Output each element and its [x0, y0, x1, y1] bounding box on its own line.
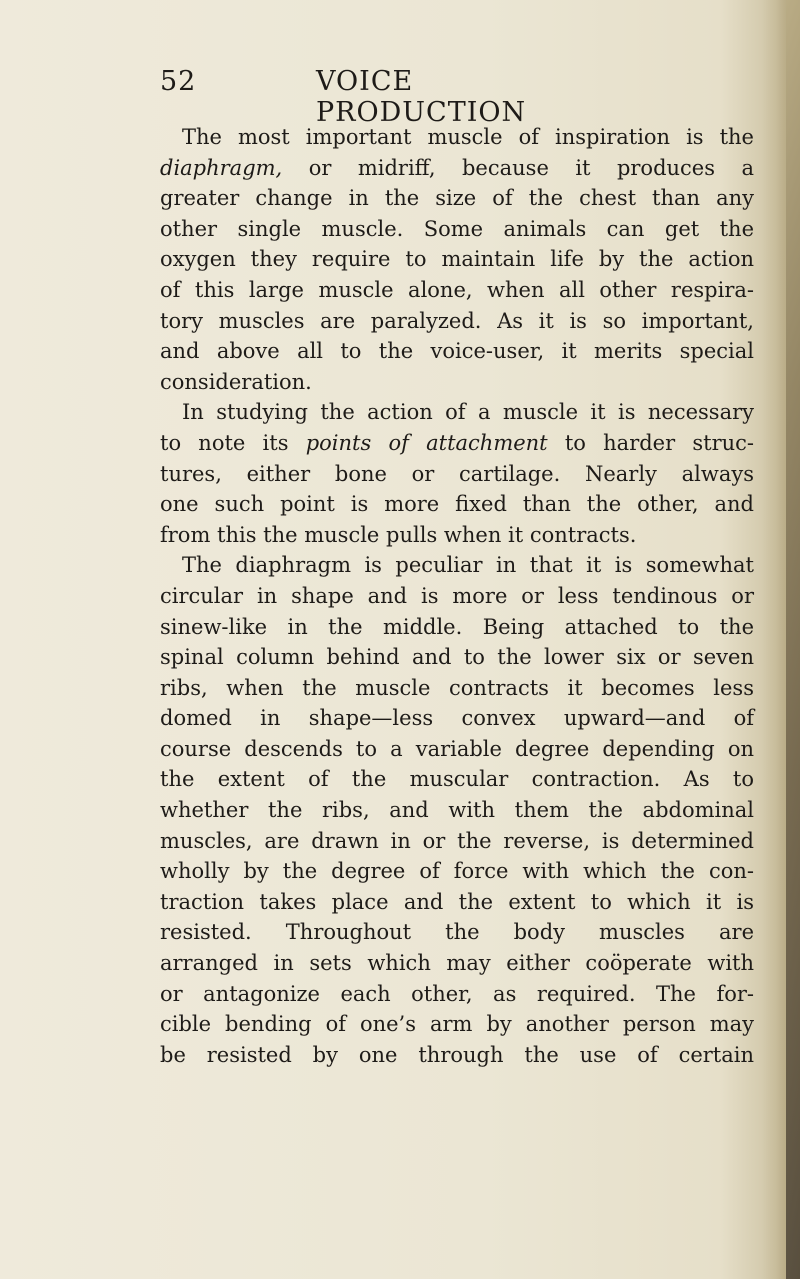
text-segment: circular in shape and is more or less tendinous or	[160, 583, 754, 608]
text-line	[160, 153, 754, 184]
text-line	[160, 397, 754, 428]
text-segment: resisted. Throughout the body muscles are	[160, 920, 754, 945]
text-segment: traction takes place and the extent to which it is	[160, 889, 754, 914]
text-line	[160, 979, 754, 1010]
text-segment: one such point is more fixed than the other, and	[160, 492, 754, 517]
text-line	[160, 244, 754, 275]
text-segment: muscles, are drawn in or the reverse, is determined	[160, 828, 754, 853]
text-segment: to harder struc-	[547, 430, 754, 455]
italic-text: diaphragm,	[160, 155, 283, 180]
text-segment: sinew-like in the middle. Being attached to the	[160, 614, 754, 639]
text-segment: to note its	[160, 430, 306, 455]
text-line	[160, 826, 754, 857]
text-line	[160, 489, 754, 520]
text-line	[160, 306, 754, 337]
text-line	[160, 673, 754, 704]
text-line	[160, 520, 754, 551]
text-line	[160, 275, 754, 306]
text-segment: domed in shape—less convex upward—and of	[160, 706, 754, 731]
text-segment: spinal column behind and to the lower six or seven	[160, 645, 754, 670]
text-line	[160, 459, 754, 490]
text-line	[160, 642, 754, 673]
text-line	[160, 1040, 754, 1071]
text-line	[160, 550, 754, 581]
page-edge-shadow	[762, 0, 786, 1279]
text-line	[160, 703, 754, 734]
text-line	[160, 917, 754, 948]
body-text	[160, 122, 754, 1070]
text-segment: or midriff, because it produces a	[282, 155, 754, 180]
text-line	[160, 856, 754, 887]
text-line	[160, 428, 754, 459]
text-segment: and above all to the voice-user, it merits special	[160, 339, 754, 364]
running-head	[160, 66, 620, 128]
text-segment: from this the muscle pulls when it contracts.	[160, 522, 637, 547]
text-segment: The diaphragm is peculiar in that it is somewhat	[182, 553, 754, 578]
text-line	[160, 122, 754, 153]
text-segment: tures, either bone or cartilage. Nearly always	[160, 461, 754, 486]
text-line	[160, 795, 754, 826]
text-line	[160, 1009, 754, 1040]
text-line	[160, 887, 754, 918]
page-number: 52	[160, 66, 197, 97]
text-segment: of this large muscle alone, when all other respira-	[160, 277, 754, 302]
text-line	[160, 214, 754, 245]
text-segment: tory muscles are paralyzed. As it is so important,	[160, 308, 754, 333]
text-segment: whether the ribs, and with them the abdominal	[160, 798, 754, 823]
text-line	[160, 367, 754, 398]
text-line	[160, 734, 754, 765]
text-segment: cible bending of one’s arm by another person may	[160, 1012, 754, 1037]
text-segment: greater change in the size of the chest than any	[160, 186, 754, 211]
text-line	[160, 948, 754, 979]
text-segment: or antagonize each other, as required. The for-	[160, 981, 754, 1006]
text-line	[160, 336, 754, 367]
text-segment: course descends to a variable degree depending on	[160, 736, 754, 761]
text-segment: ribs, when the muscle contracts it becomes less	[160, 675, 754, 700]
text-segment: oxygen they require to maintain life by the action	[160, 247, 754, 272]
text-segment: the extent of the muscular contraction. As to	[160, 767, 754, 792]
page-edge-stain	[786, 0, 800, 1279]
text-line	[160, 612, 754, 643]
text-line	[160, 581, 754, 612]
text-segment: wholly by the degree of force with which the con-	[160, 859, 754, 884]
text-line	[160, 764, 754, 795]
text-segment: other single muscle. Some animals can get the	[160, 216, 754, 241]
text-line	[160, 183, 754, 214]
text-segment: arranged in sets which may either coöperate with	[160, 951, 754, 976]
text-segment: In studying the action of a muscle it is necessary	[182, 400, 754, 425]
text-segment: The most important muscle of inspiration is the	[182, 125, 754, 149]
italic-text: points of attachment	[305, 430, 548, 455]
text-segment: consideration.	[160, 369, 312, 394]
text-segment: be resisted by one through the use of certain	[160, 1042, 754, 1067]
running-title: VOICE PRODUCTION	[316, 66, 527, 128]
